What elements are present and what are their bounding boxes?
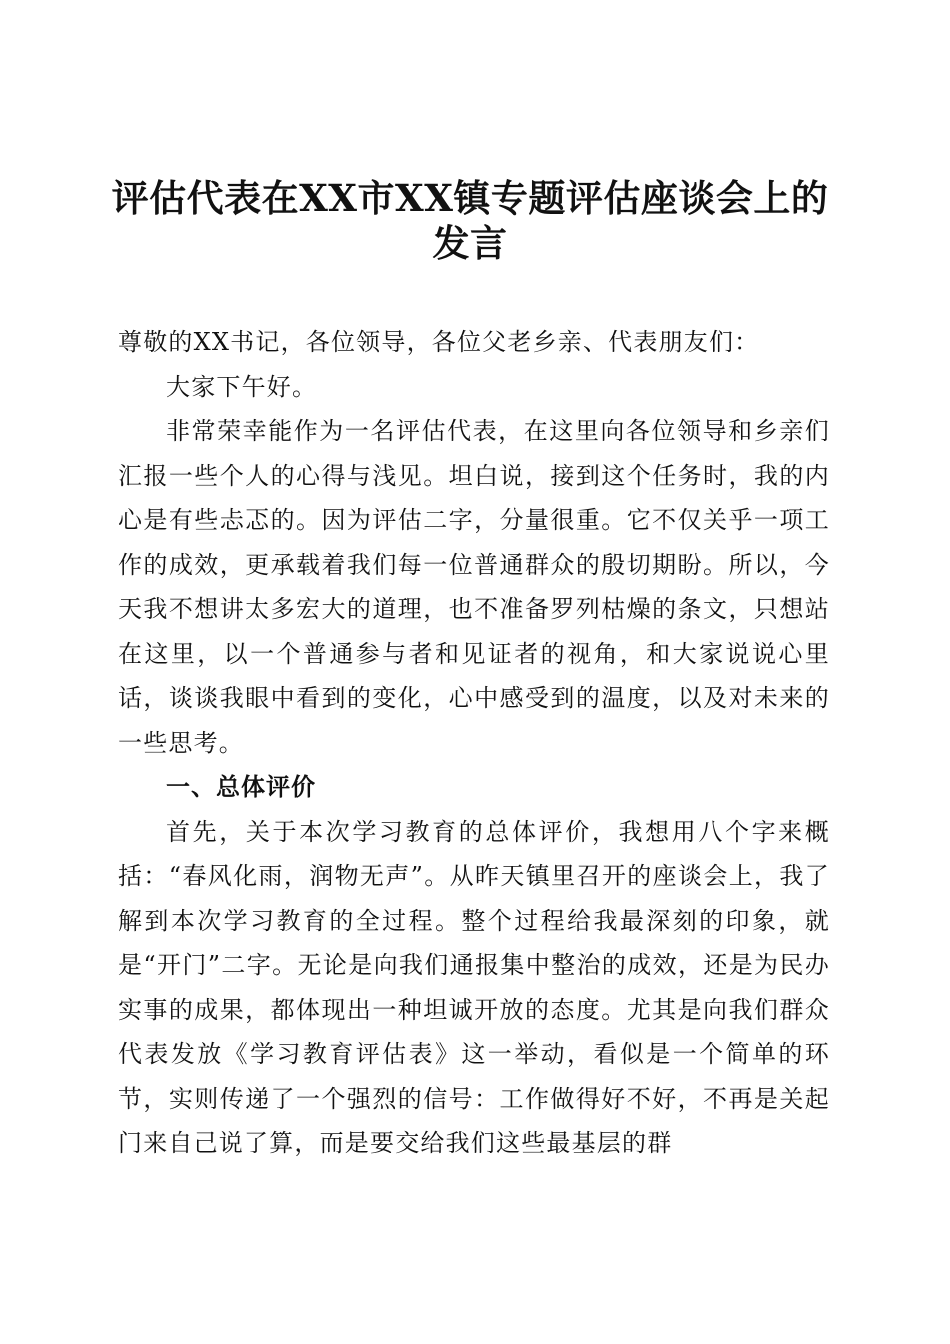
section-heading: 一、总体评价 [166, 773, 316, 801]
salutation: 尊敬的XX书记，各位领导，各位父老乡亲、代表朋友们： [118, 328, 760, 356]
intro-paragraph: 非常荣幸能作为一名评估代表，在这里向各位领导和乡亲们汇报一些个人的心得与浅见。坦白说，接到这个任务时，我的内心是有些忐忑的。因为评估二字，分量很重。它不仅关乎一项工作的成效，更承载着我们每一位普通群众的殷切期盼。所以，今天我不想讲太多宏大的道理，也不准备罗列枯燥的条文，只想站在这里，以一个普通参与者和见证者的视角，和大家说说心里话，谈谈我眼中看到的变化，心中感受到的温度，以及对未来的一些思考。 [118, 417, 830, 757]
document-body [118, 320, 830, 1166]
greeting: 大家下午好。 [166, 372, 318, 401]
document-title: 评估代表在XX市XX镇专题评估座谈会上的发言 [111, 176, 829, 265]
section-paragraph: 首先，关于本次学习教育的总体评价，我想用八个字来概括：“春风化雨，润物无声”。从昨天镇里召开的座谈会上，我了解到本次学习教育的全过程。整个过程给我最深刻的印象，就是“开门”二字。无论是向我们通报集中整治的成效，还是为民办实事的成果，都体现出一种坦诚开放的态度。尤其是向我们群众代表发放《学习教育评估表》这一举动，看似是一个简单的环节，实则传递了一个强烈的信号：工作做得好不好，不再是关起门来自己说了算，而是要交给我们这些最基层的群 [118, 817, 830, 1157]
